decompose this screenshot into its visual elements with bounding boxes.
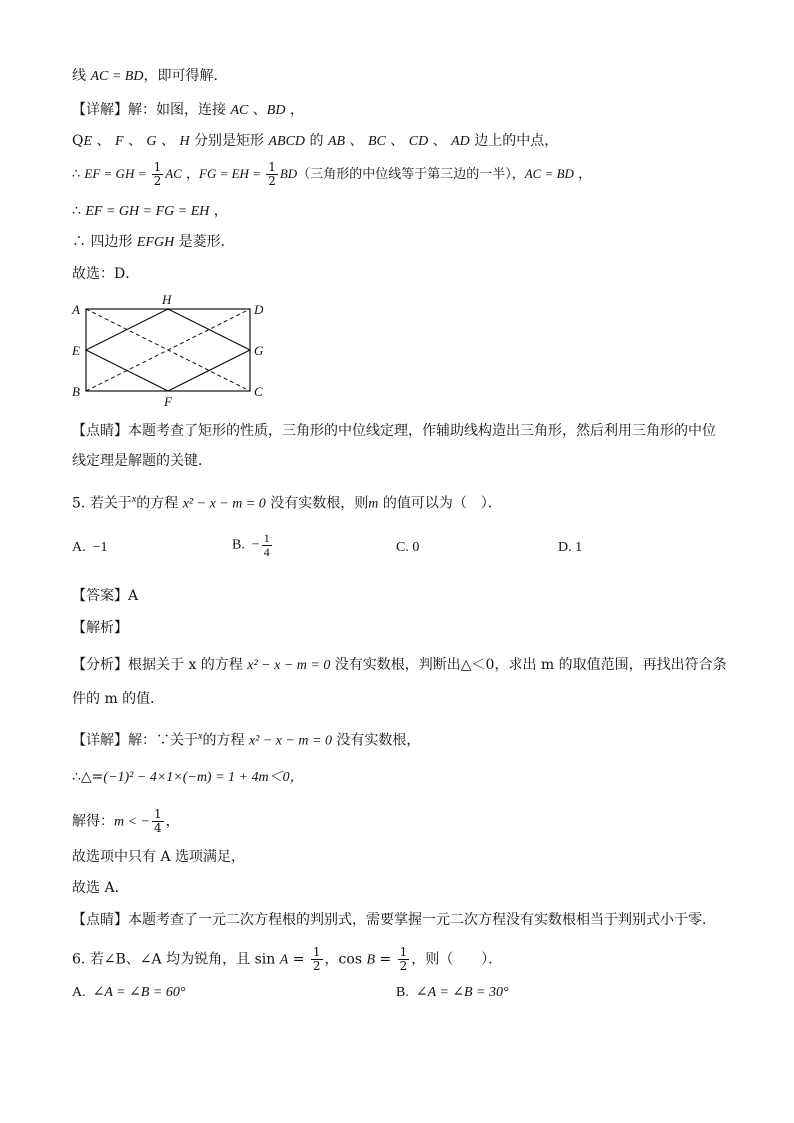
- denominator: 2: [312, 959, 321, 973]
- numerator: 1: [153, 160, 162, 174]
- math-bd: BD: [266, 103, 286, 118]
- option-label: B.: [232, 537, 245, 553]
- therefore-symbol: ∴: [72, 203, 86, 219]
- math-abcd: ABCD: [268, 134, 306, 149]
- fraction: [152, 161, 164, 188]
- fraction: [266, 161, 278, 188]
- summary-tag: 【点睛】: [72, 423, 128, 439]
- text-line: [72, 808, 180, 835]
- math-equation: x² − x − m = 0: [248, 733, 332, 749]
- text: ，则（ ）．: [411, 951, 503, 968]
- question-number: 6.: [72, 951, 90, 968]
- math-equation: x² − x − m = 0: [182, 496, 266, 512]
- text-line: [72, 727, 420, 752]
- text-line: 线定理是解题的关键．: [72, 453, 212, 469]
- math-expression: m < −: [114, 814, 151, 830]
- text-line: [72, 66, 227, 87]
- text-line: [72, 910, 706, 930]
- math-ac: AC: [165, 166, 182, 181]
- option-b: [396, 984, 509, 1001]
- option-c: C. 0: [396, 540, 420, 555]
- option-label: A.: [72, 985, 86, 1000]
- math-ab: AB: [327, 134, 346, 149]
- detail-tag: 【详解】: [72, 732, 128, 749]
- text: ，: [165, 813, 180, 830]
- text: 四边形: [90, 234, 137, 250]
- text-line: 故选：D．: [72, 266, 140, 282]
- answer-value: A: [128, 588, 139, 604]
- text: 分别是矩形: [189, 133, 269, 149]
- text: 、: [385, 133, 409, 149]
- math-bc: BC: [367, 134, 386, 149]
- numerator: 1: [268, 160, 276, 174]
- option-b: B. − $\frac{1}{4}$: [232, 531, 270, 559]
- numerator: 1: [312, 945, 321, 959]
- text: ∴△=: [72, 769, 104, 785]
- text: 、: [92, 133, 115, 149]
- answer-line: [72, 586, 138, 606]
- math-b: B: [366, 952, 376, 968]
- option-value: ∠A = ∠B = 60°: [92, 985, 186, 1000]
- math-m: m: [368, 496, 379, 512]
- text: 的值可以为（ ）．: [378, 495, 502, 512]
- summary-tag: 【点睛】: [72, 912, 128, 928]
- text: ，: [573, 167, 592, 182]
- text: 、: [345, 133, 368, 149]
- math-expression: (−1)² − 4×1×(−m) = 1 + 4m＜0，: [103, 770, 304, 785]
- denominator: 2: [153, 174, 162, 188]
- text: 本题考查了一元二次方程根的判别式，需要掌握一元二次方程没有实数根相当于判别式小于零.: [128, 912, 707, 928]
- math-expression: AC = BD: [90, 69, 144, 84]
- math-h: H: [179, 134, 190, 149]
- math-bd: BD: [279, 166, 298, 181]
- text-line: 件的 m 的值．: [72, 691, 165, 707]
- math-cd: CD: [408, 134, 429, 149]
- rectangle-rhombus-figure: [64, 292, 274, 410]
- question-5: [72, 490, 502, 515]
- detail-tag: 【详解】: [72, 102, 128, 118]
- text: 、: [248, 102, 267, 118]
- label-h: H: [162, 292, 172, 307]
- denominator: 4: [263, 545, 270, 559]
- question-number: 5.: [72, 495, 90, 512]
- math-f: F: [114, 134, 124, 149]
- therefore-symbol: ∴: [72, 167, 85, 182]
- text: Q: [72, 133, 84, 149]
- analysis-tag: 【分析】: [72, 657, 128, 673]
- text: 若∠B、∠A 均为锐角，且 sin: [89, 951, 280, 968]
- label-a: A: [72, 302, 80, 317]
- text-line: [72, 421, 716, 441]
- fraction: [262, 532, 272, 559]
- math-e: E: [83, 134, 93, 149]
- text: ，: [209, 203, 228, 219]
- question-6: [72, 946, 502, 973]
- analysis-tag: 【解析】: [72, 620, 128, 636]
- text-line: [72, 100, 304, 121]
- text: ，: [181, 167, 200, 182]
- text: 的: [305, 133, 328, 149]
- numerator: 1: [399, 945, 408, 959]
- text-line: 故选 A.: [72, 880, 120, 896]
- answer-tag: 【答案】: [72, 588, 128, 604]
- option-a: [72, 540, 108, 556]
- math-expression: EF = GH = FG = EH: [85, 204, 210, 219]
- therefore-symbol: ∴: [72, 234, 91, 250]
- denominator: 2: [268, 174, 276, 188]
- math-x: x: [131, 494, 137, 505]
- option-d: D. 1: [558, 540, 583, 555]
- text: 解：如图，连接: [128, 102, 231, 118]
- text: 的方程: [136, 495, 183, 512]
- text: 解：∵关于: [128, 732, 198, 749]
- option-label: A.: [72, 540, 86, 555]
- text: 、: [156, 133, 180, 149]
- math-ac: AC: [230, 103, 249, 118]
- text: ，cos: [324, 951, 367, 968]
- label-c: C: [254, 384, 263, 399]
- text: 的方程: [202, 732, 249, 749]
- label-e: E: [72, 343, 80, 358]
- text: （三角形的中位线等于第三边的一半），: [297, 167, 525, 182]
- text-line: [72, 232, 235, 253]
- label-d: D: [254, 302, 264, 317]
- label-g: G: [254, 343, 264, 358]
- math-expression: EF = GH =: [84, 166, 150, 181]
- math-equation: x² − x − m = 0: [247, 658, 331, 673]
- text: 没有实数根，判断出△＜0，求出 m 的取值范围，再找出符合条: [330, 657, 727, 673]
- math-g: G: [146, 134, 157, 149]
- denominator: 4: [154, 821, 162, 835]
- text: 根据关于 x 的方程: [128, 657, 248, 673]
- text: ，即可得解．: [143, 68, 228, 84]
- option-value: ∠A = ∠B = 30°: [415, 985, 509, 1000]
- text-line: [72, 767, 304, 788]
- text: 线: [72, 68, 91, 84]
- math-expression: FG = EH =: [199, 166, 265, 181]
- math-efgh: EFGH: [136, 235, 175, 250]
- fraction: [152, 808, 164, 835]
- math-x: x: [198, 731, 203, 742]
- numerator: 1: [154, 807, 162, 821]
- text-line: [72, 201, 228, 222]
- text: 没有实数根，: [331, 732, 421, 749]
- text-line: [72, 655, 727, 676]
- text: =: [288, 951, 309, 968]
- label-b: B: [72, 384, 80, 399]
- math-expression: AC = BD: [524, 166, 574, 181]
- fraction: [398, 946, 410, 973]
- text: 解得：: [72, 813, 114, 830]
- text: 没有实数根，则: [265, 495, 369, 512]
- math-ad: AD: [451, 134, 470, 149]
- numerator: 1: [263, 531, 270, 545]
- denominator: 2: [399, 959, 408, 973]
- text: ，: [285, 102, 304, 118]
- text: 、: [428, 133, 452, 149]
- label-f: F: [164, 394, 172, 409]
- text-line: [72, 161, 591, 188]
- text-line: [72, 131, 558, 152]
- text: 若关于: [89, 495, 132, 512]
- text: 本题考查了矩形的性质，三角形的中位线定理，作辅助线构造出三角形，然后利用三角形的中位: [128, 423, 716, 439]
- text: =: [375, 951, 396, 968]
- option-a: [72, 984, 185, 1001]
- option-value: −1: [92, 540, 108, 555]
- text: 是菱形．: [174, 234, 235, 250]
- text: 边上的中点，: [469, 133, 559, 149]
- text-line: 故选项中只有 A 选项满足，: [72, 849, 246, 865]
- text: 、: [123, 133, 147, 149]
- fraction: [311, 946, 323, 973]
- option-label: B.: [396, 985, 409, 1000]
- math-a: A: [279, 952, 289, 968]
